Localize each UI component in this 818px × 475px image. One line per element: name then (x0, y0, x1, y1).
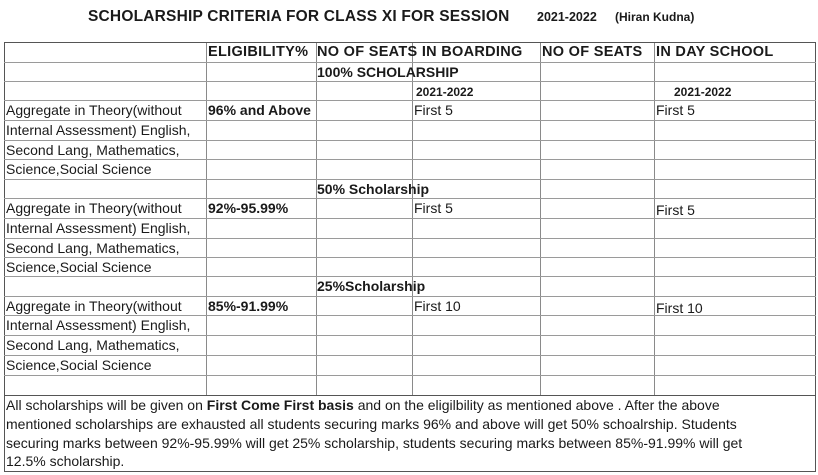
eligibility-value: 92%-95.99% (208, 200, 289, 216)
header-boarding: NO OF SEATS IN BOARDING (317, 44, 523, 60)
header-eligibility: ELIGIBILITY% (208, 44, 309, 60)
criteria-line: Aggregate in Theory(without (6, 200, 182, 216)
criteria-line: Second Lang, Mathematics, (6, 142, 180, 158)
eligibility-value: 85%-91.99% (208, 298, 289, 314)
day-seats: First 10 (656, 300, 703, 316)
criteria-line: Internal Assessment) English, (6, 220, 191, 236)
criteria-line: Science,Social Science (6, 357, 152, 373)
section-heading: 25%Scholarship (317, 278, 426, 294)
section-heading: 100% SCHOLARSHIP (317, 64, 459, 80)
boarding-seats: First 5 (414, 102, 453, 118)
footer-emphasis: First Come First basis (206, 397, 354, 413)
criteria-table (4, 42, 816, 472)
title-school: (Hiran Kudna) (615, 10, 695, 24)
footer-text: All scholarships will be given on (6, 397, 207, 413)
footer-text: and on the eligilbility as mentioned above . After the above (353, 397, 720, 413)
boarding-seats: First 10 (414, 298, 461, 314)
day-seats: First 5 (656, 102, 695, 118)
criteria-line: Aggregate in Theory(without (6, 102, 182, 118)
section-heading: 50% Scholarship (317, 181, 430, 197)
header-day-school: IN DAY SCHOOL (656, 44, 774, 60)
criteria-line: Science,Social Science (6, 259, 152, 275)
criteria-line: Second Lang, Mathematics, (6, 337, 180, 353)
title-main: SCHOLARSHIP CRITERIA FOR CLASS XI FOR SESSION (88, 8, 510, 25)
grid-line (4, 375, 816, 376)
criteria-line: Internal Assessment) English, (6, 122, 191, 138)
session-day: 2021-2022 (674, 85, 732, 99)
criteria-line: Internal Assessment) English, (6, 317, 191, 333)
title-session: 2021-2022 (537, 10, 597, 24)
criteria-line: Aggregate in Theory(without (6, 298, 182, 314)
footer-line: securing marks between 92%-95.99% will get 25% scholarship, students securing marks between 85%-91.99% will get (6, 435, 743, 451)
footer-line (6, 396, 720, 415)
footer-line: 12.5% scholarship. (6, 453, 125, 469)
session-boarding: 2021-2022 (416, 85, 474, 99)
grid-line (4, 471, 816, 472)
eligibility-value: 96% and Above (208, 102, 311, 118)
criteria-line: Second Lang, Mathematics, (6, 240, 180, 256)
boarding-seats: First 5 (414, 200, 453, 216)
criteria-line: Science,Social Science (6, 161, 152, 177)
day-seats: First 5 (656, 202, 695, 218)
header-seats: NO OF SEATS (542, 44, 643, 60)
footer-line: mentioned scholarships are exhausted all students securing marks 96% and above will get 50% schoalrship. Students (6, 416, 737, 432)
